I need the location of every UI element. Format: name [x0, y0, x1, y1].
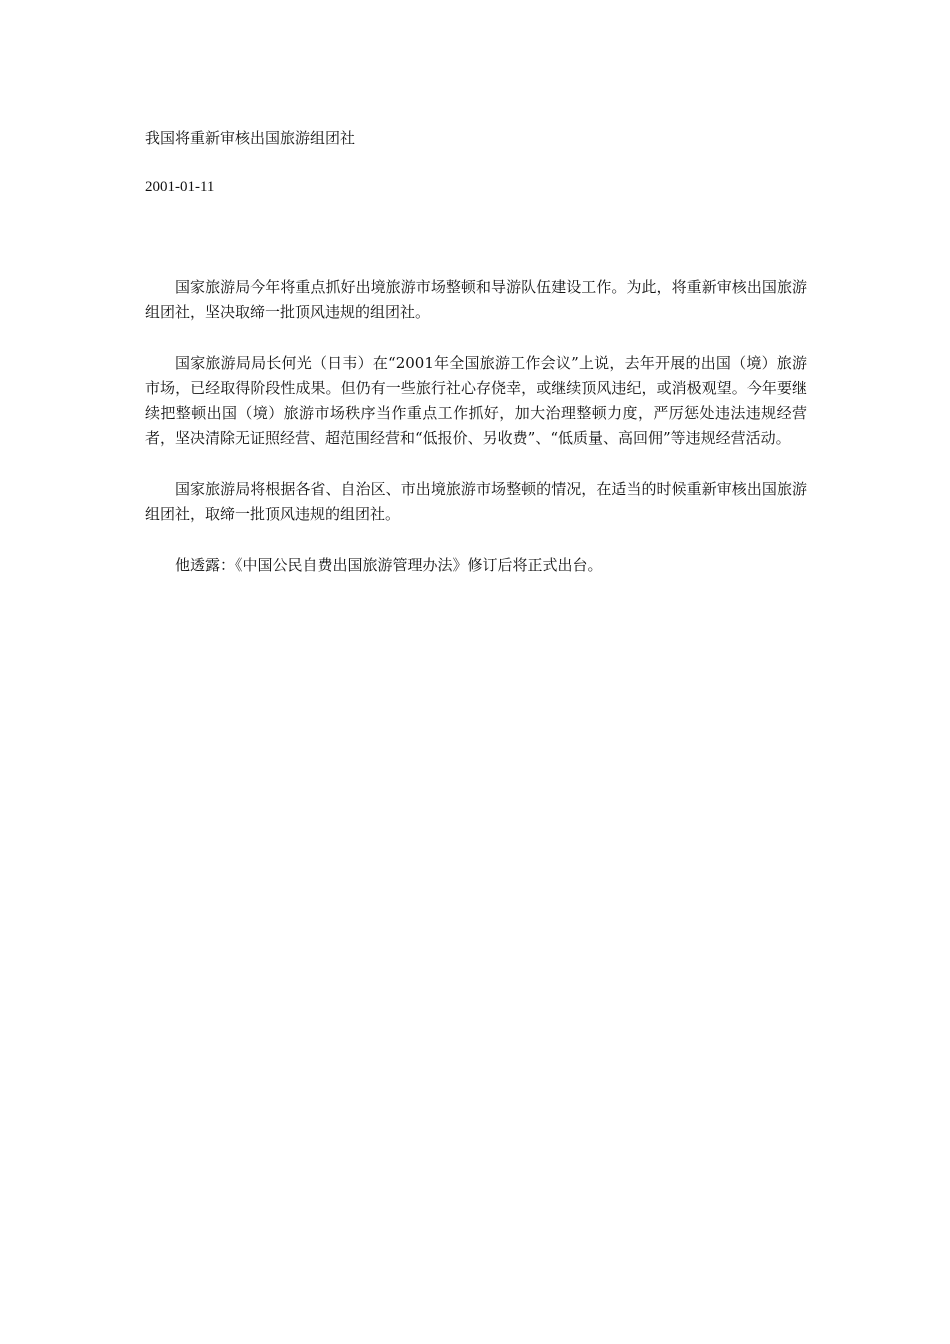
article-date: 2001-01-11: [145, 179, 215, 195]
article-title: 我国将重新审核出国旅游组团社: [145, 129, 356, 147]
paragraph: 他透露：《中国公民自费出国旅游管理办法》修订后将正式出台。: [175, 556, 603, 574]
paragraph: 国家旅游局今年将重点抓好出境旅游市场整顿和导游队伍建设工作。为此，将重新审核出国旅游组团社，坚决取缔一批顶风违规的组团社。: [145, 278, 807, 321]
paragraph: 国家旅游局将根据各省、自治区、市出境旅游市场整顿的情况，在适当的时候重新审核出国旅游组团社，取缔一批顶风违规的组团社。: [145, 480, 807, 523]
paragraph: 国家旅游局局长何光（日韦）在“2001年全国旅游工作会议”上说，去年开展的出国（境）旅游市场，已经取得阶段性成果。但仍有一些旅行社心存侥幸，或继续顶风违纪，或消极观望。今年要继续把整顿出国（境）旅游市场秩序当作重点工作抓好，加大治理整顿力度，严厉惩处违法违规经营者，坚决清除无证照经营、超范围经营和“低报价、另收费”、“低质量、高回佣”等违规经营活动。: [145, 354, 807, 447]
article-body: [145, 275, 807, 604]
